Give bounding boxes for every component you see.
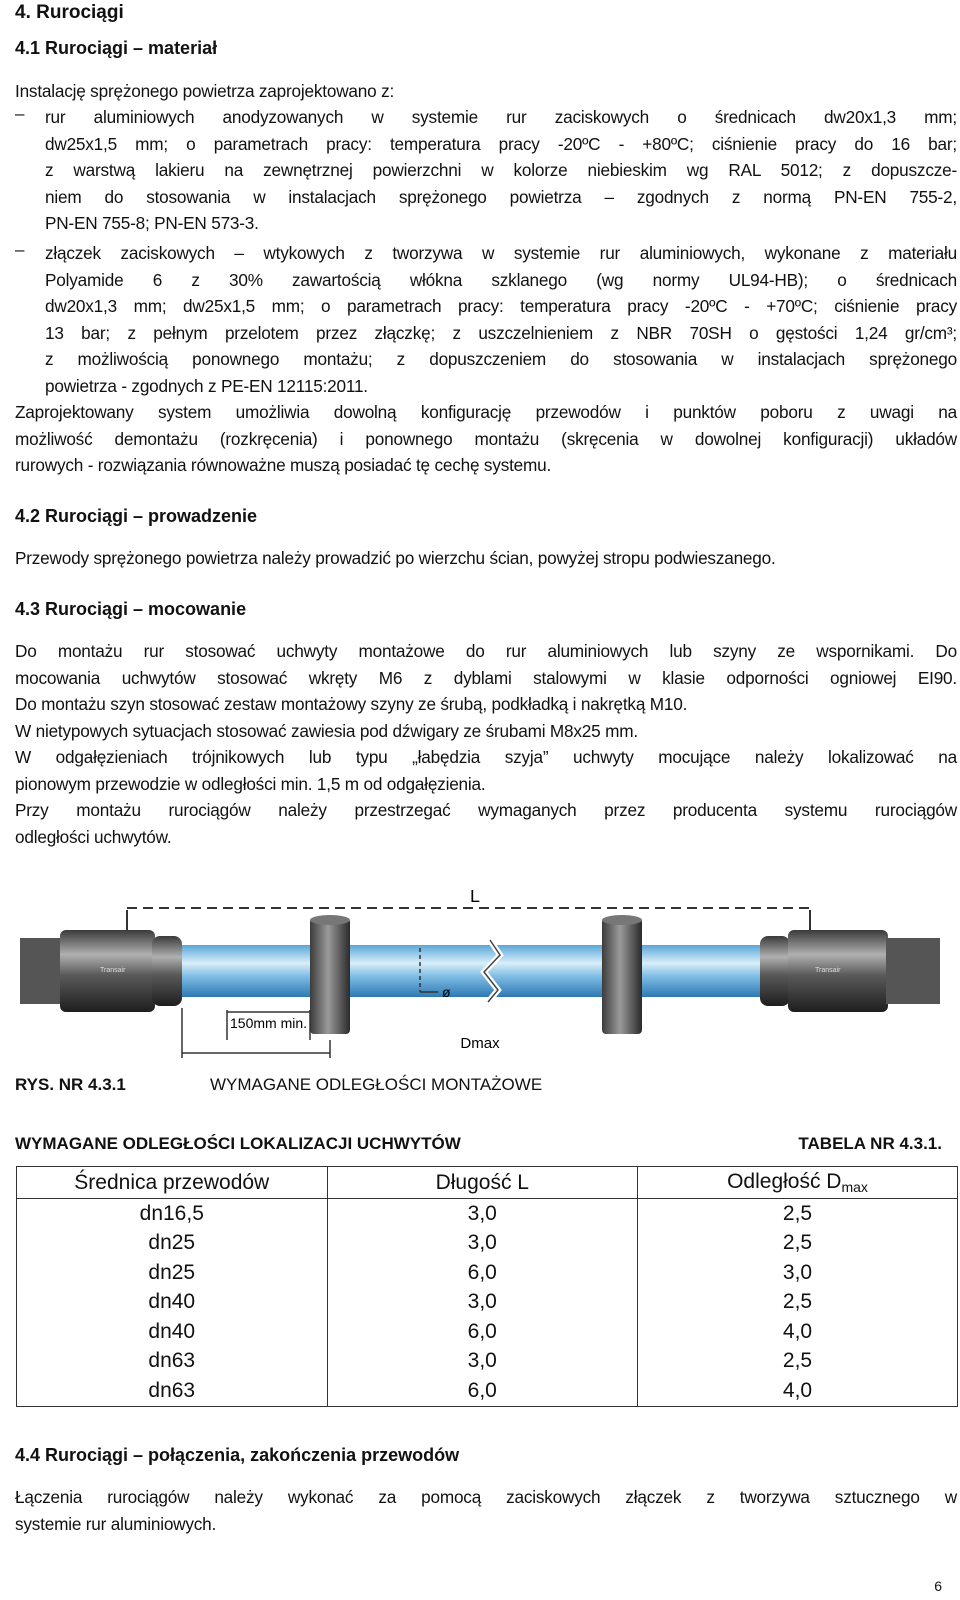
clamp-left	[310, 915, 350, 1034]
cell-diameter: dn25	[17, 1229, 328, 1259]
cell-length: 6,0	[327, 1317, 638, 1347]
table-number: TABELA NR 4.3.1.	[798, 1134, 942, 1153]
bullet-pipes-line: rur aluminiowych anodyzowanych w systemie rur zaciskowych o średnicach dw20x1,3 mm;	[45, 107, 957, 127]
section-4-3-heading: 4.3 Rurociągi – mocowanie	[15, 599, 247, 619]
cell-distance: 4,0	[638, 1376, 958, 1406]
bullet-pipes-line: niem do stosowania w instalacjach sprężonego powietrza – zgodnych z normą PN-EN 755-2,	[45, 186, 957, 207]
label-dmax: Dmax	[460, 1035, 500, 1052]
label-L: L	[469, 890, 481, 906]
table-row	[17, 1376, 958, 1406]
mounting-line: W nietypowych sytuacjach stosować zawiesia pod dźwigary ze śrubami M8x25 mm.	[15, 720, 638, 741]
cell-diameter: dn16,5	[17, 1199, 328, 1229]
header-distance	[638, 1167, 958, 1199]
section-4-4-text	[15, 1484, 957, 1537]
pipe	[140, 945, 810, 997]
label-150mm-min: 150mm min.	[230, 1015, 308, 1031]
section-4-3-text	[15, 638, 957, 850]
table-row	[17, 1229, 958, 1259]
cell-diameter: dn63	[17, 1376, 328, 1406]
table-row	[17, 1347, 958, 1377]
clamp-distance-table	[16, 1166, 958, 1407]
bullet-fittings-line: dw20x1,3 mm; dw25x1,5 mm; o parametrach pracy: temperatura pracy -20ºC - +70ºC; ciśnienie pracy	[45, 296, 957, 316]
header-distance-sub: max	[841, 1179, 868, 1195]
fitting-brand-label: Transair	[100, 967, 126, 974]
connection-line: systemie rur aluminiowych.	[15, 1513, 217, 1534]
figure-number: RYS. NR 4.3.1	[15, 1075, 126, 1094]
cell-distance: 2,5	[638, 1288, 958, 1318]
header-diameter: Średnica przewodów	[17, 1167, 328, 1199]
table-row	[17, 1288, 958, 1318]
table-row	[17, 1258, 958, 1288]
bullet-dash-1: –	[15, 104, 25, 123]
cell-length: 6,0	[327, 1376, 638, 1406]
intro-text: Instalację sprężonego powietrza zaprojektowano z:	[15, 81, 395, 101]
cell-distance: 2,5	[638, 1229, 958, 1259]
cell-length: 3,0	[327, 1229, 638, 1259]
mounting-line: pionowym przewodzie w odległości min. 1,5 m od odgałęzienia.	[15, 773, 486, 794]
cell-length: 3,0	[327, 1199, 638, 1229]
section-4-4-heading: 4.4 Rurociągi – połączenia, zakończenia przewodów	[15, 1445, 460, 1465]
clamp-right	[602, 915, 642, 1034]
mounting-line: mocowania uchwytów stosować wkręty M6 z dyblami stalowymi w klasie odporności ogniowej EI90.	[15, 667, 957, 688]
bullet-fittings-line: z możliwością ponownego montażu; z dopuszczeniem do stosowania w instalacjach sprężonego	[45, 349, 957, 369]
page-number: 6	[934, 1578, 942, 1594]
table-header-row	[17, 1167, 958, 1199]
cell-diameter: dn40	[17, 1317, 328, 1347]
section-4-1-heading: 4.1 Rurociągi – materiał	[15, 38, 218, 58]
cell-diameter: dn25	[17, 1258, 328, 1288]
fitting-brand-label: Transair	[815, 967, 841, 974]
bullet-fittings	[45, 240, 957, 399]
right-fitting	[760, 930, 940, 1012]
bullet-pipes-line: z warstwą lakieru na zewnętrznej powierzchni w kolorze niebieskim wg RAL 5012; z dopuszcze-	[45, 160, 957, 180]
figure-caption: WYMAGANE ODLEGŁOŚCI MONTAŻOWE	[210, 1075, 543, 1094]
mounting-line: Przy montażu rurociągów należy przestrzegać wymaganych przez producenta systemu rurociągów	[15, 800, 957, 820]
closing-paragraph	[15, 399, 957, 479]
closing-line: możliwość demontażu (rozkręcenia) i ponownego montażu (skręcenia w dowolnej konfiguracji) układów	[15, 428, 957, 449]
cell-length: 3,0	[327, 1288, 638, 1318]
bullet-fittings-line: złączek zaciskowych – wtykowych z tworzywa w systemie rur aluminiowych, wykonane z materiału	[45, 243, 957, 263]
cell-distance: 3,0	[638, 1258, 958, 1288]
cell-distance: 2,5	[638, 1347, 958, 1377]
bullet-fittings-line: powietrza - zgodnych z PE-EN 12115:2011.	[45, 375, 368, 396]
bullet-fittings-line: 13 bar; z pełnym przelotem przez złączkę; z uszczelnieniem z NBR 70SH o gęstości 1,24 gr/cm³;	[45, 322, 957, 343]
left-fitting	[20, 930, 182, 1012]
section-4-2-text: Przewody sprężonego powietrza należy prowadzić po wierzchu ścian, powyżej stropu podwieszanego.	[15, 548, 776, 568]
mounting-line: W odgałęzieniach trójnikowych lub typu „łabędzia szyja” uchwyty mocujące należy lokalizować na	[15, 747, 957, 767]
closing-line: Zaprojektowany system umożliwia dowolną konfigurację przewodów i punktów poboru z uwagi na	[15, 402, 957, 422]
cell-diameter: dn63	[17, 1347, 328, 1377]
closing-line: rurowych - rozwiązania równoważne muszą posiadać tę cechę systemu.	[15, 455, 552, 475]
header-length: Długość L	[327, 1167, 638, 1199]
dimension-L	[127, 890, 810, 932]
bullet-pipes-line: dw25x1,5 mm; o parametrach pracy: temperatura pracy -20ºC - +80ºC; ciśnienie pracy do 16 bar;	[45, 133, 957, 154]
label-diameter: ø	[442, 984, 451, 1000]
header-distance-label: Odległość D	[727, 1170, 842, 1193]
connection-line: Łączenia rurociągów należy wykonać za pomocą zaciskowych złączek z tworzywa sztucznego w	[15, 1487, 957, 1507]
bullet-pipes-line: PN-EN 755-8; PN-EN 573-3.	[45, 213, 259, 233]
mounting-line: odległości uchwytów.	[15, 826, 172, 847]
mounting-line: Do montażu szyn stosować zestaw montażowy szyny ze śrubą, podkładką i nakrętką M10.	[15, 694, 688, 714]
bullet-dash-2: –	[15, 240, 25, 259]
table-title: WYMAGANE ODLEGŁOŚCI LOKALIZACJI UCHWYTÓW	[15, 1134, 461, 1153]
cell-distance: 2,5	[638, 1199, 958, 1229]
cell-length: 6,0	[327, 1258, 638, 1288]
mounting-line: Do montażu rur stosować uchwyty montażowe do rur aluminiowych lub szyny ze wspornikami. Do	[15, 641, 957, 661]
bullet-pipes	[45, 104, 957, 237]
cell-diameter: dn40	[17, 1288, 328, 1318]
pipe-mounting-diagram	[20, 890, 940, 1060]
section-4-heading: 4. Rurociągi	[15, 2, 124, 23]
cell-distance: 4,0	[638, 1317, 958, 1347]
section-4-2-heading: 4.2 Rurociągi – prowadzenie	[15, 506, 258, 526]
table-row	[17, 1199, 958, 1229]
table-row	[17, 1317, 958, 1347]
dimension-150mm-min	[227, 1010, 310, 1040]
cell-length: 3,0	[327, 1347, 638, 1377]
bullet-fittings-line: Polyamide 6 z 30% zawartością włókna szklanego (wg normy UL94-HB); o średnicach	[45, 269, 957, 290]
